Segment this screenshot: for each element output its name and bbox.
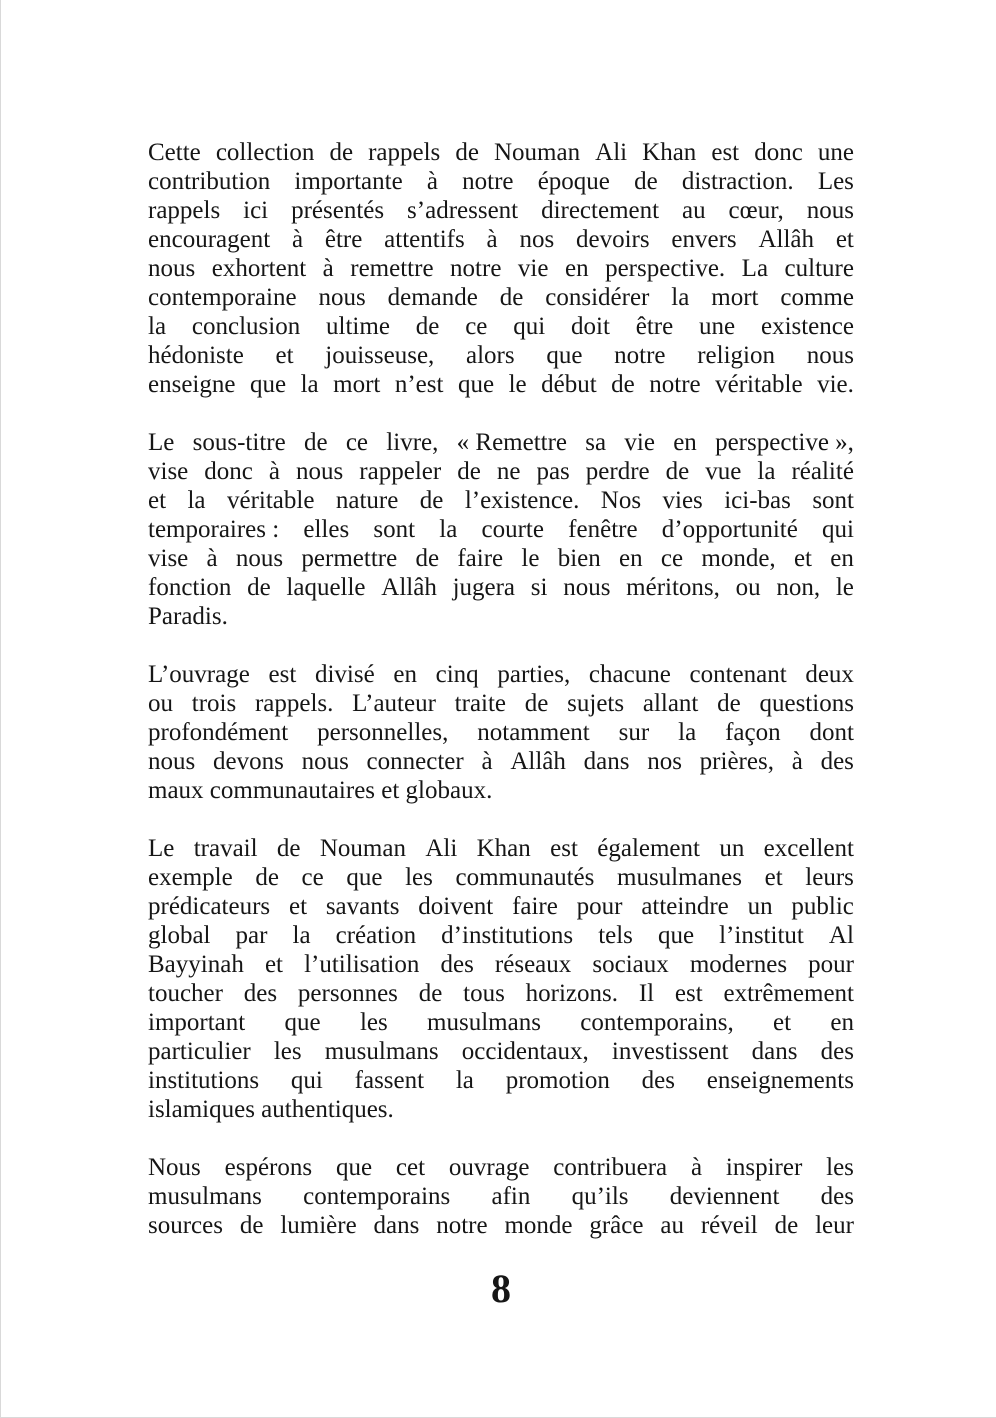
text-line: nous devons nous connecter à Allâh dans nos prières, à des	[148, 748, 854, 775]
text-line: la conclusion ultime de ce qui doit être une existence	[148, 313, 854, 340]
text-line: contemporaine nous demande de considérer la mort comme	[148, 284, 854, 311]
paragraph	[148, 660, 854, 805]
text-line: institutions qui fassent la promotion des enseignements	[148, 1067, 854, 1094]
text-line: Cette collection de rappels de Nouman Ali Khan est donc une	[148, 139, 854, 166]
paragraph	[148, 428, 854, 631]
text-line: musulmans contemporains afin qu’ils deviennent des	[148, 1183, 854, 1210]
text-line: Bayyinah et l’utilisation des réseaux sociaux modernes pour	[148, 951, 854, 978]
text-line: enseigne que la mort n’est que le début de notre véritable vie.	[148, 371, 854, 398]
text-line: encouragent à être attentifs à nos devoirs envers Allâh et	[148, 226, 854, 253]
text-line: exemple de ce que les communautés musulmanes et leurs	[148, 864, 854, 891]
text-line: Paradis.	[148, 603, 228, 630]
text-column	[148, 138, 854, 1309]
text-line: islamiques authentiques.	[148, 1096, 394, 1123]
text-line: global par la création d’institutions tels que l’institut Al	[148, 922, 854, 949]
text-line: vise à nous permettre de faire le bien en ce monde, et en	[148, 545, 854, 572]
text-line: ou trois rappels. L’auteur traite de sujets allant de questions	[148, 690, 854, 717]
text-line: nous exhortent à remettre notre vie en perspective. La culture	[148, 255, 854, 282]
text-line: particulier les musulmans occidentaux, investissent dans des	[148, 1038, 854, 1065]
text-line: Nous espérons que cet ouvrage contribuera à inspirer les	[148, 1154, 854, 1181]
text-line: important que les musulmans contemporains, et en	[148, 1009, 854, 1036]
text-line: vise donc à nous rappeler de ne pas perdre de vue la réalité	[148, 458, 854, 485]
text-line: sources de lumière dans notre monde grâce au réveil de leur	[148, 1212, 854, 1239]
text-line: contribution importante à notre époque de distraction. Les	[148, 168, 854, 195]
text-line: hédoniste et jouisseuse, alors que notre religion nous	[148, 342, 854, 369]
text-line: profondément personnelles, notamment sur la façon dont	[148, 719, 854, 746]
paragraph	[148, 1153, 854, 1240]
text-line: et la véritable nature de l’existence. Nos vies ici-bas sont	[148, 487, 854, 514]
text-line: L’ouvrage est divisé en cinq parties, chacune contenant deux	[148, 661, 854, 688]
paragraph	[148, 138, 854, 399]
paragraph	[148, 834, 854, 1124]
page-number: 8	[491, 1266, 511, 1311]
text-line: rappels ici présentés s’adressent directement au cœur, nous	[148, 197, 854, 224]
text-line: maux communautaires et globaux.	[148, 777, 493, 804]
text-line: Le sous-titre de ce livre, « Remettre sa vie en perspective »,	[148, 429, 854, 456]
text-line: toucher des personnes de tous horizons. Il est extrêmement	[148, 980, 854, 1007]
text-line: temporaires : elles sont la courte fenêtre d’opportunité qui	[148, 516, 854, 543]
text-line: Le travail de Nouman Ali Khan est également un excellent	[148, 835, 854, 862]
text-line: fonction de laquelle Allâh jugera si nous méritons, ou non, le	[148, 574, 854, 601]
text-line: prédicateurs et savants doivent faire pour atteindre un public	[148, 893, 854, 920]
